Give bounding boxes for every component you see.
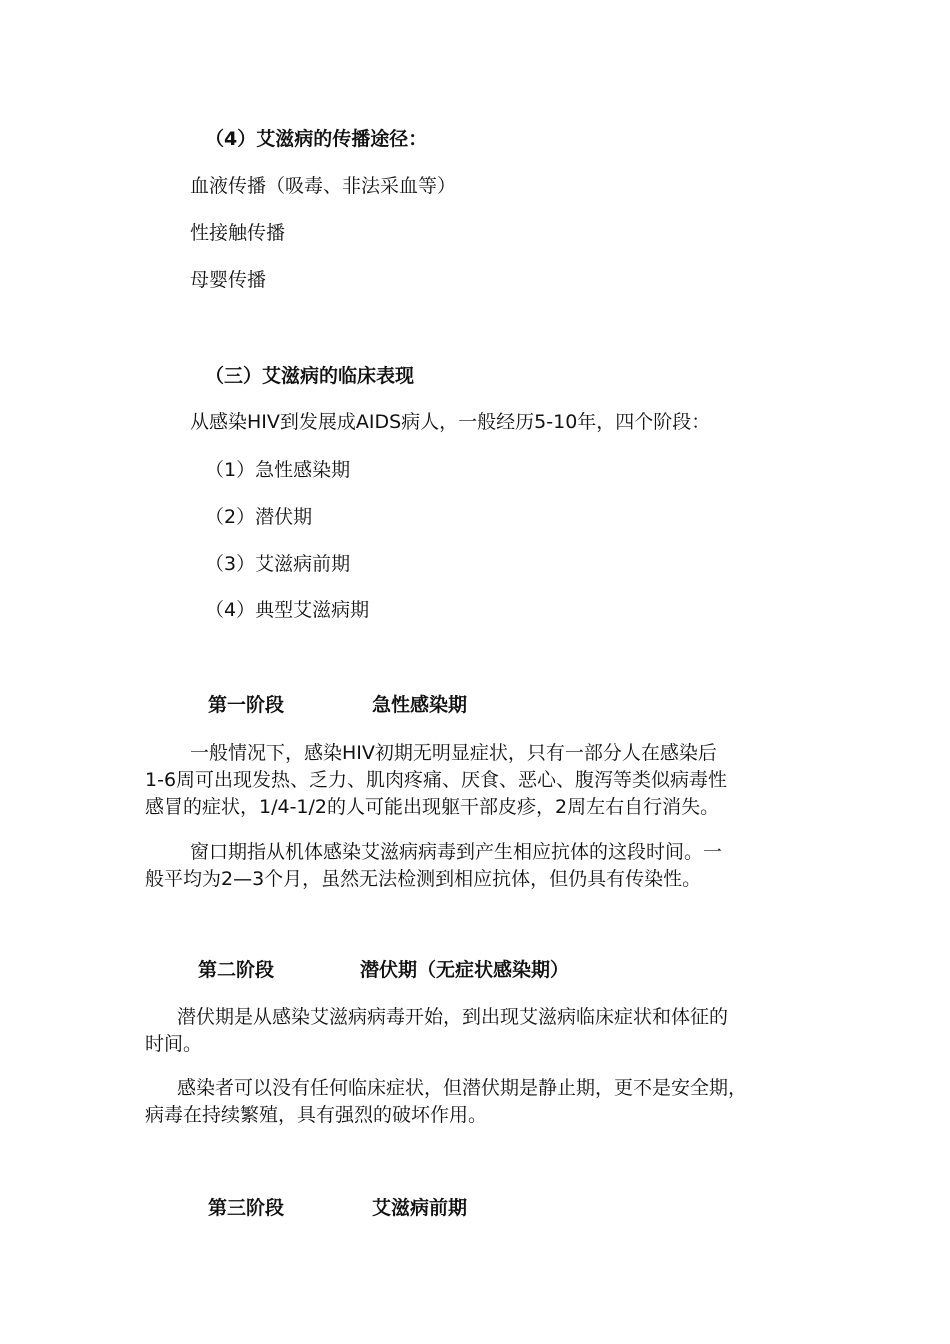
transmission-item-mother-infant: 母婴传播 <box>190 269 267 291</box>
stage1-p1-line-1: 一般情况下，感染HIV初期无明显症状，只有一部分人在感染后 <box>190 742 717 764</box>
clinical-intro: 从感染HIV到发展成AIDS病人，一般经历5-10年，四个阶段： <box>190 411 711 433</box>
transmission-item-sexual: 性接触传播 <box>190 222 286 244</box>
stage1-label: 第一阶段 <box>208 694 285 716</box>
stage2-paragraph-1 <box>145 1004 835 1058</box>
clinical-stage-3: （3）艾滋病前期 <box>205 553 351 575</box>
stage2-p2-line-2: 病毒在持续繁殖，具有强烈的破坏作用。 <box>145 1104 488 1126</box>
stage1-p1-line-3: 感冒的症状，1/4-1/2的人可能出现躯干部皮疹，2周左右自行消失。 <box>145 796 720 818</box>
stage1-title: 急性感染期 <box>372 694 468 716</box>
clinical-heading: （三）艾滋病的临床表现 <box>205 365 415 387</box>
stage2-paragraph-2 <box>145 1075 835 1129</box>
stage2-p1-line-1: 潜伏期是从感染艾滋病病毒开始，到出现艾滋病临床症状和体征的 <box>177 1006 729 1028</box>
stage2-p1-line-2: 时间。 <box>145 1033 203 1055</box>
stage2-p2-line-1: 感染者可以没有任何临床症状，但潜伏期是静止期，更不是安全期， <box>177 1077 748 1099</box>
stage3-label: 第三阶段 <box>208 1197 285 1219</box>
clinical-stage-2: （2）潜伏期 <box>205 506 313 528</box>
stage1-paragraph-2 <box>145 839 835 893</box>
stage1-p2-line-1: 窗口期指从机体感染艾滋病病毒到产生相应抗体的这段时间。一 <box>190 841 723 863</box>
transmission-item-blood: 血液传播（吸毒、非法采血等） <box>190 175 457 197</box>
clinical-stage-1: （1）急性感染期 <box>205 459 351 481</box>
stage3-title: 艾滋病前期 <box>372 1197 468 1219</box>
stage1-p1-line-2: 1-6周可出现发热、乏力、肌肉疼痛、厌食、恶心、腹泻等类似病毒性 <box>145 769 728 791</box>
clinical-stage-4: （4）典型艾滋病期 <box>205 599 370 621</box>
transmission-heading: （4）艾滋病的传播途径： <box>205 128 428 150</box>
stage1-paragraph-1 <box>145 740 835 821</box>
stage2-label: 第二阶段 <box>198 959 275 981</box>
stage1-p2-line-2: 般平均为2—3个月，虽然无法检测到相应抗体，但仍具有传染性。 <box>145 868 702 890</box>
stage2-title: 潜伏期（无症状感染期） <box>360 959 570 981</box>
